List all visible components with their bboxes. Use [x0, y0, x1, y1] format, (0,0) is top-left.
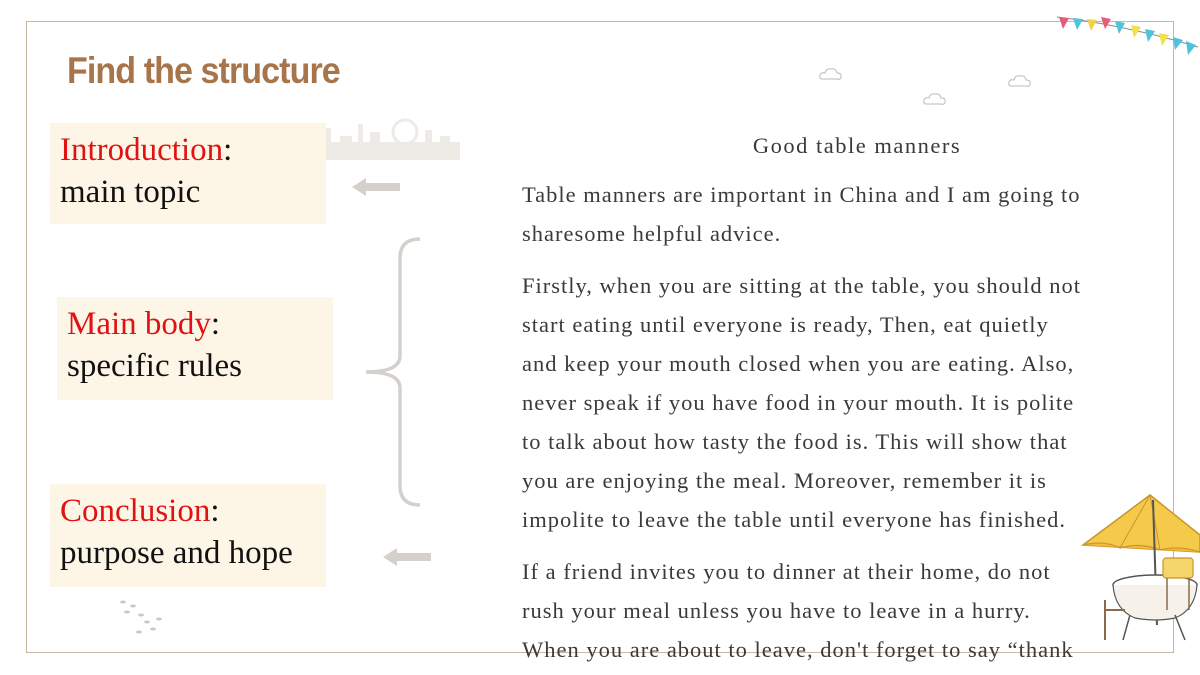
article-line: never speak if you have food in your mouth. It is polite: [522, 390, 1075, 415]
article-line: When you are about to leave, don't forget to say “thank: [522, 637, 1074, 662]
page-title: Find the structure: [67, 50, 340, 91]
article-line: to talk about how tasty the food is. This will show that: [522, 429, 1068, 454]
conclusion-label: Conclusion: [60, 493, 211, 529]
article-paragraph: [522, 175, 1200, 253]
curly-brace-icon: [360, 236, 424, 508]
introduction-box: [50, 123, 326, 224]
article-line: rush your meal unless you have to leave in a hurry.: [522, 598, 1031, 623]
main-body-label: Main body: [67, 306, 211, 342]
main-body-desc: specific rules: [67, 348, 243, 384]
article-line: you are enjoying the meal. Moreover, remember it is: [522, 468, 1047, 493]
article-line: start eating until everyone is ready, Then, eat quietly: [522, 312, 1049, 337]
cloud-icon: [922, 91, 948, 107]
left-arrow-icon: [352, 176, 402, 198]
main-body-box: [57, 297, 333, 400]
main-body-colon: :: [210, 306, 221, 342]
introduction-colon: :: [223, 132, 233, 168]
article-line: Firstly, when you are sitting at the table, you should not: [522, 273, 1081, 298]
conclusion-colon: :: [210, 493, 220, 529]
article-line: If a friend invites you to dinner at their home, do not: [522, 559, 1051, 584]
article-line: impolite to leave the table until everyone has finished.: [522, 507, 1066, 532]
article-line: sharesome helpful advice.: [522, 221, 782, 246]
introduction-label: Introduction: [60, 132, 224, 168]
bunting-flags-icon: [1055, 5, 1200, 55]
conclusion-desc: purpose and hope: [60, 535, 293, 571]
introduction-desc: main topic: [60, 174, 201, 210]
article-line: Table manners are important in China and I am going to: [522, 182, 1081, 207]
conclusion-box: [50, 484, 326, 587]
article-line: and keep your mouth closed when you are eating. Also,: [522, 351, 1075, 376]
footprints-icon: [115, 598, 170, 638]
cafe-table-umbrella-icon: [1075, 490, 1200, 650]
cloud-icon: [818, 66, 844, 82]
left-arrow-icon: [383, 546, 433, 568]
cloud-icon: [1007, 73, 1033, 89]
article-title: Good table manners: [752, 133, 962, 158]
